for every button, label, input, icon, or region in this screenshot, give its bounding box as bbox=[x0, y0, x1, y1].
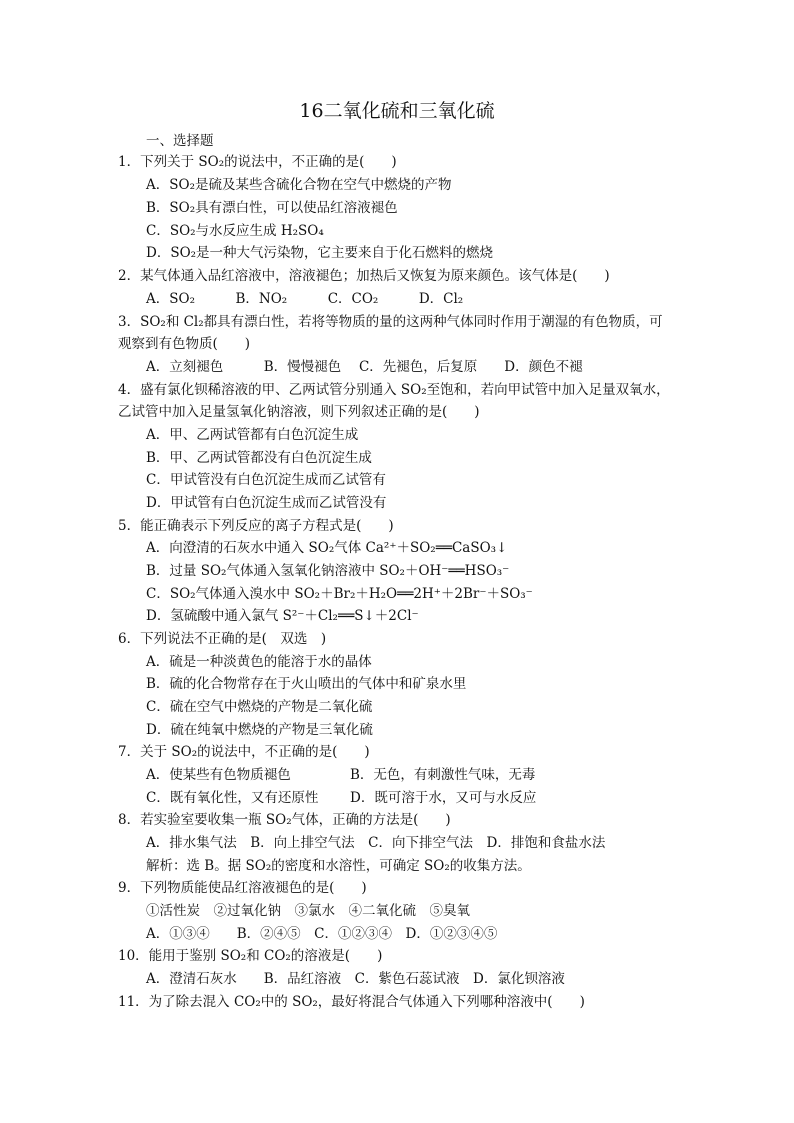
question-5-option-d: D．氢硫酸中通入氯气 S²⁻＋Cl₂══S↓＋2Cl⁻ bbox=[146, 608, 419, 624]
question-8-analysis: 解析：选 B。据 SO₂的密度和水溶性，可确定 SO₂的收集方法。 bbox=[146, 858, 531, 874]
question-7-option-b: B．无色，有刺激性气味，无毒 bbox=[350, 767, 536, 783]
question-7-stem: 7．关于 SO₂的说法中，不正确的是( ) bbox=[118, 744, 370, 760]
question-5-option-c: C．SO₂气体通入溴水中 SO₂＋Br₂＋H₂O══2H⁺＋2Br⁻＋SO₃⁻ bbox=[146, 586, 533, 602]
question-1-option-d: D．SO₂是一种大气污染物，它主要来自于化石燃料的燃烧 bbox=[146, 245, 494, 261]
question-8-options: A．排水集气法 B．向上排空气法 C．向下排空气法 D．排饱和食盐水法 bbox=[146, 835, 606, 851]
question-10-stem: 10．能用于鉴别 SO₂和 CO₂的溶液是( ) bbox=[118, 948, 383, 964]
question-8-stem: 8．若实验室要收集一瓶 SO₂气体，正确的方法是( ) bbox=[118, 812, 451, 828]
question-4-option-b: B．甲、乙两试管都没有白色沉淀生成 bbox=[146, 450, 372, 466]
question-4-option-a: A．甲、乙两试管都有白色沉淀生成 bbox=[146, 427, 359, 443]
question-1-stem: 1．下列关于 SO₂的说法中，不正确的是( ) bbox=[118, 154, 397, 170]
question-6-option-d: D．硫在纯氧中燃烧的产物是三氧化硫 bbox=[146, 722, 373, 738]
question-5-stem: 5．能正确表示下列反应的离子方程式是( ) bbox=[118, 518, 394, 534]
question-1-option-a: A．SO₂是硫及某些含硫化合物在空气中燃烧的产物 bbox=[146, 177, 452, 193]
question-7-option-a: A．使某些有色物质褪色 bbox=[146, 767, 291, 783]
question-1-option-b: B．SO₂具有漂白性，可以使品红溶液褪色 bbox=[146, 200, 398, 216]
question-10-options: A．澄清石灰水 B．品红溶液 C．紫色石蕊试液 D．氯化钡溶液 bbox=[146, 971, 565, 987]
question-3-stem-line-2: 观察到有色物质( ) bbox=[118, 336, 251, 352]
question-11-stem: 11．为了除去混入 CO₂中的 SO₂，最好将混合气体通入下列哪种溶液中( ) bbox=[118, 994, 585, 1010]
question-4-option-c: C．甲试管没有白色沉淀生成而乙试管有 bbox=[146, 472, 386, 488]
question-6-option-a: A．硫是一种淡黄色的能溶于水的晶体 bbox=[146, 654, 372, 670]
question-1-option-c: C．SO₂与水反应生成 H₂SO₄ bbox=[146, 223, 324, 239]
question-6-stem: 6．下列说法不正确的是( 双选 ) bbox=[118, 631, 327, 647]
question-6-option-b: B．硫的化合物常存在于火山喷出的气体中和矿泉水里 bbox=[146, 676, 467, 692]
question-2-options: A．SO₂ B．NO₂ C．CO₂ D．Cl₂ bbox=[146, 291, 464, 307]
page-title: 16二氧化硫和三氧化硫 bbox=[299, 100, 495, 122]
question-4-stem-line-2: 乙试管中加入足量氢氧化钠溶液，则下列叙述正确的是( ) bbox=[118, 404, 480, 420]
question-9-stem: 9．下列物质能使品红溶液褪色的是( ) bbox=[118, 880, 367, 896]
question-2-stem: 2．某气体通入品红溶液中，溶液褪色；加热后又恢复为原来颜色。该气体是( ) bbox=[118, 268, 610, 284]
question-4-option-d: D．甲试管有白色沉淀生成而乙试管没有 bbox=[146, 495, 387, 511]
question-5-option-b: B．过量 SO₂气体通入氢氧化钠溶液中 SO₂＋OH⁻══HSO₃⁻ bbox=[146, 563, 510, 579]
question-4-stem-line-1: 4．盛有氯化钡稀溶液的甲、乙两试管分别通入 SO₂至饱和，若向甲试管中加入足量双氧水， bbox=[118, 382, 670, 398]
question-3-stem-line-1: 3．SO₂和 Cl₂都具有漂白性，若将等物质的量的这两种气体同时作用于潮湿的有色物质，可 bbox=[118, 314, 663, 330]
section-heading: 一、选择题 bbox=[146, 133, 214, 149]
question-9-items: ①活性炭 ②过氧化钠 ③氯水 ④二氧化硫 ⑤臭氧 bbox=[146, 903, 470, 919]
question-5-option-a: A．向澄清的石灰水中通入 SO₂气体 Ca²⁺＋SO₂══CaSO₃↓ bbox=[146, 540, 508, 556]
question-7-option-c: C．既有氧化性，又有还原性 bbox=[146, 790, 319, 806]
question-7-option-d: D．既可溶于水，又可与水反应 bbox=[350, 790, 537, 806]
question-3-options: A．立刻褪色 B．慢慢褪色 C．先褪色，后复原 D．颜色不褪 bbox=[146, 359, 583, 375]
question-6-option-c: C．硫在空气中燃烧的产物是二氧化硫 bbox=[146, 699, 373, 715]
question-9-options: A．①③④ B．②④⑤ C．①②③④ D．①②③④⑤ bbox=[146, 926, 498, 942]
